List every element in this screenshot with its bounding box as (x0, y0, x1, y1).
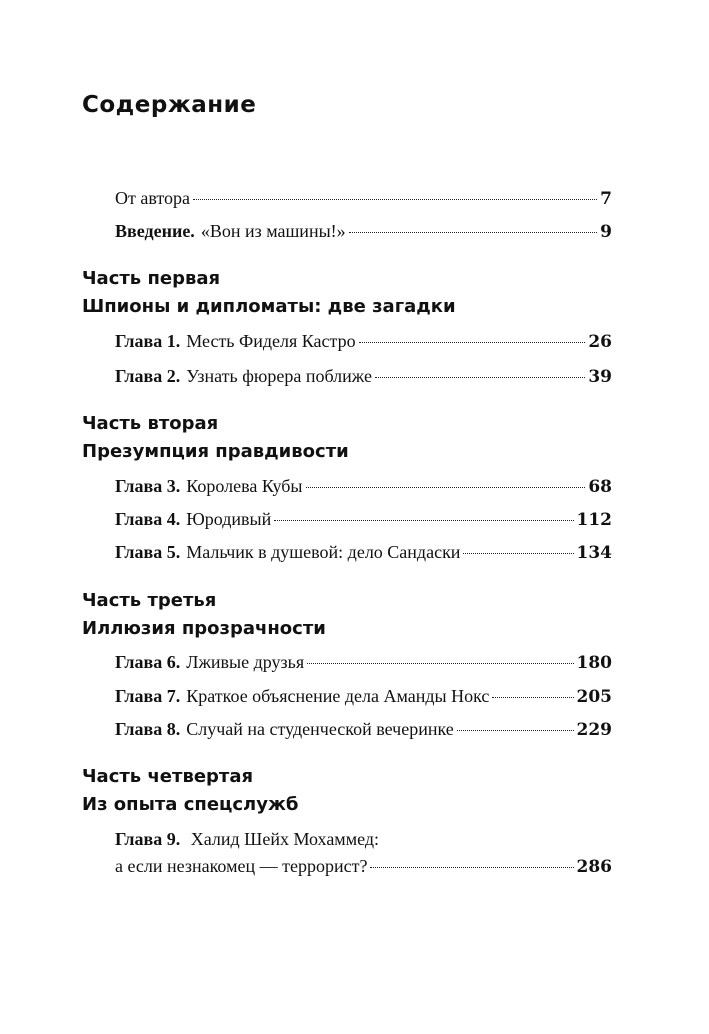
toc-entry-chapter-7[interactable] (115, 686, 612, 707)
part-label: Часть вторая (82, 413, 219, 434)
dot-leader (359, 342, 586, 343)
toc-entry-chapter-9-line-2[interactable] (115, 856, 612, 877)
part-title: Иллюзия прозрачности (82, 618, 326, 639)
entry-title: Месть Фиделя Кастро (186, 331, 356, 351)
dot-leader (349, 232, 597, 233)
page-number: 68 (588, 477, 612, 497)
page-number: 229 (576, 720, 612, 740)
entry-label: Глава 3. (115, 476, 181, 496)
dot-leader (463, 553, 573, 554)
entry-title: «Вон из машины!» (200, 221, 346, 241)
page-number: 134 (576, 543, 612, 563)
page-title: Содержание (82, 92, 257, 118)
toc-entry-introduction[interactable] (115, 221, 612, 242)
toc-entry-chapter-4[interactable] (115, 509, 612, 530)
toc-entry-chapter-8[interactable] (115, 719, 612, 740)
entry-label: Глава 6. (115, 652, 181, 672)
toc-entry-chapter-6[interactable] (115, 652, 612, 673)
dot-leader (193, 199, 597, 200)
toc-entry-author-note[interactable] (115, 188, 612, 209)
entry-title: Мальчик в душевой: дело Сандаски (186, 542, 461, 562)
page-number: 39 (588, 367, 612, 387)
entry-title: Узнать фюрера поближе (186, 366, 372, 386)
page-number: 286 (576, 857, 612, 877)
toc-entry-chapter-1[interactable] (115, 331, 612, 352)
page-number: 180 (576, 653, 612, 673)
dot-leader (307, 663, 573, 664)
part-label: Часть четвертая (82, 766, 254, 787)
entry-label: Глава 4. (115, 509, 181, 529)
dot-leader (492, 697, 573, 698)
dot-leader (306, 487, 586, 488)
dot-leader (274, 520, 573, 521)
part-label: Часть первая (82, 268, 221, 289)
entry-label: Глава 8. (115, 719, 181, 739)
entry-label: Введение. (115, 221, 195, 241)
dot-leader (375, 377, 585, 378)
page-number: 205 (576, 687, 612, 707)
part-title: Шпионы и дипломаты: две загадки (82, 296, 456, 317)
entry-title: Юродивый (186, 509, 272, 529)
part-title: Презумпция правдивости (82, 441, 349, 462)
toc-entry-chapter-5[interactable] (115, 542, 612, 563)
entry-label: Глава 7. (115, 686, 181, 706)
entry-title: Королева Кубы (186, 476, 303, 496)
dot-leader (457, 730, 574, 731)
entry-label: Глава 2. (115, 366, 181, 386)
toc-entry-chapter-2[interactable] (115, 366, 612, 387)
entry-title: Краткое объяснение дела Аманды Нокс (186, 686, 490, 706)
part-label: Часть третья (82, 590, 217, 611)
page-number: 112 (576, 510, 612, 530)
entry-label: Глава 5. (115, 542, 181, 562)
entry-label: Глава 1. (115, 331, 181, 351)
entry-label: Глава 9. (115, 829, 181, 849)
entry-title: От автора (115, 188, 191, 208)
page-number: 26 (588, 332, 612, 352)
toc-entry-chapter-9-line-1[interactable] (115, 829, 379, 850)
page-number: 9 (600, 222, 612, 242)
entry-title-continued: а если незнакомец — террорист? (115, 856, 368, 876)
toc-entry-chapter-3[interactable] (115, 476, 612, 497)
part-title: Из опыта спецслужб (82, 794, 299, 815)
page-number: 7 (600, 189, 612, 209)
entry-title: Лживые друзья (186, 652, 305, 672)
entry-title: Халид Шейх Мохаммед: (190, 829, 380, 849)
entry-title: Случай на студенческой вечеринке (186, 719, 454, 739)
dot-leader (370, 867, 573, 868)
